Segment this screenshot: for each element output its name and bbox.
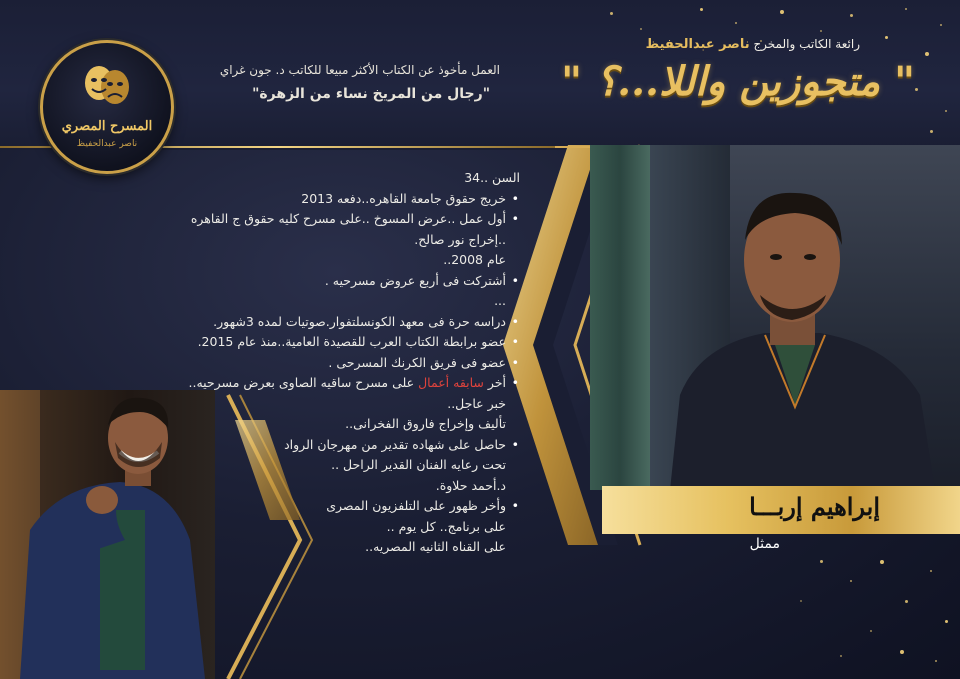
bio-item: ... (494, 293, 506, 308)
bio-item: على برنامج.. كل يوم .. (386, 518, 506, 534)
actor-name: إبراهيم إربـــا (749, 492, 880, 521)
bio-list (175, 189, 520, 558)
source-book-title: "رجال من المريخ نساء من الزهرة" (252, 86, 490, 102)
bio-item: تأليف وإخراج فاروق الفخرانى.. (345, 416, 506, 431)
bio-item: عام 2008.. (443, 252, 506, 267)
bio-item: • أشتركت فى أربع عروض مسرحيه . (175, 271, 506, 292)
bio-item: • عضو برابطة الكتاب العرب للقصيدة العامية..منذ عام 2015. (175, 332, 506, 353)
actor-action-photo (0, 390, 215, 679)
play-title: " متجوزين واللا...؟ " (561, 58, 915, 105)
actor-portrait (590, 145, 960, 490)
source-note: العمل مأخوذ عن الكتاب الأكثر مبيعا للكاتب د. جون غراي (219, 63, 500, 77)
actor-silhouette (590, 145, 960, 490)
actor-action-silhouette (0, 390, 215, 679)
theatre-logo (40, 40, 174, 174)
credit-author-name: ناصر عبدالحفيظ (645, 37, 750, 52)
bio-item: تحت رعايه الفنان القدير الراحل .. (331, 457, 506, 472)
theatre-masks-icon (77, 63, 137, 111)
bio-item: • دراسه حرة فى معهد الكونسلتفوار.صوتيات لمده 3شهور. (175, 312, 506, 333)
bio-item: • عضو فى فريق الكرنك المسرحى . (175, 353, 506, 374)
logo-title: المسرح المصري (61, 119, 153, 134)
actor-role: ممثل (749, 536, 780, 552)
bio-item (175, 373, 506, 414)
bio-text: أخر (487, 375, 506, 390)
bio-item: د.أحمد حلاوة. (435, 477, 506, 493)
bio-item: • حاصل على شهاده تقدير من مهرجان الرواد (175, 435, 506, 456)
logo-subtitle: ناصر عبدالحفيظ (76, 139, 138, 149)
bio-age: السن ..34 (464, 170, 520, 185)
bio-highlight: سابقه أعمال (418, 375, 484, 390)
credit-prefix: رائعة الكاتب والمخرج (753, 37, 860, 51)
bio-item: • خريج حقوق جامعة القاهره..دفعه 2013 (175, 189, 506, 210)
actor-bio (175, 168, 520, 558)
bio-text: على مسرح ساقيه الصاوى بعرض مسرحيه.. خبر عاجل.. (188, 375, 506, 411)
bio-item: • وأخر ظهور على التلفزيون المصرى (175, 496, 506, 517)
bio-item: على القناه الثانيه المصريه.. (365, 539, 506, 554)
credit-line (600, 37, 860, 52)
bio-item: • أول عمل ..عرض المسوخ ..على مسرح كليه حقوق ج القاهره ..إخراج نور صالح. (175, 209, 506, 250)
